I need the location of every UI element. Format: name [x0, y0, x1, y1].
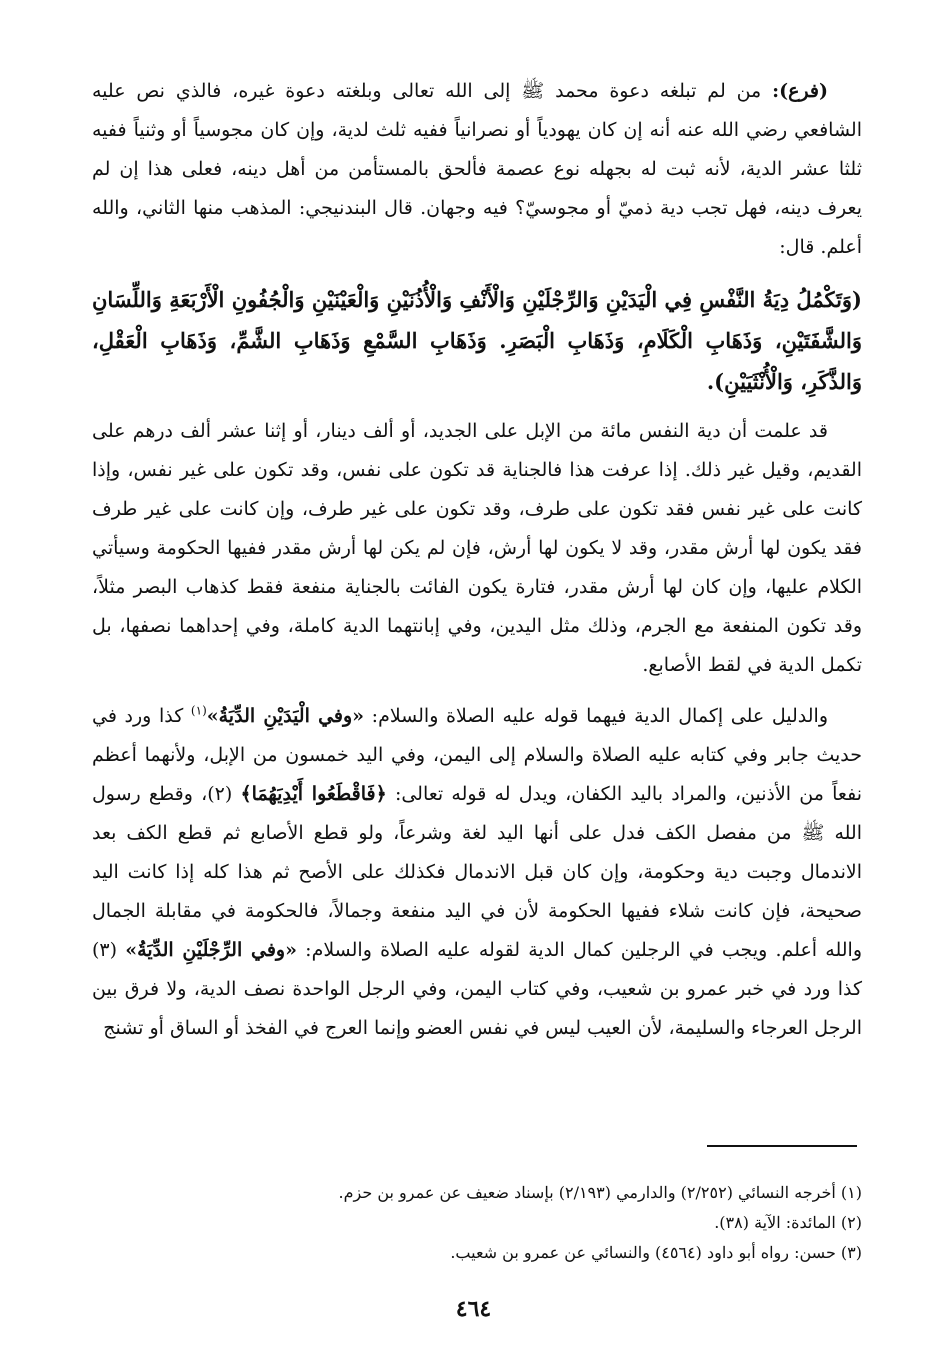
paragraph-evidence [92, 697, 862, 1048]
hadith-quote: «وفي الْيَدَيْنِ الدِّيَةُ» [206, 705, 365, 727]
footnote-ref: (٢) [207, 783, 241, 805]
paragraph-text: من لم تبلغه دعوة محمد ﷺ إلى الله تعالى وبلغته دعوة غيره، فالذي نص عليه الشافعي رضي الله عنه أنه إن كان يهودياً أو نصرانياً ففيه ثلث لدية، وإن كان مجوسياً أو وثنياً ففيه ثلثا عشر الدية، لأنه ثبت له بجهله نوع عصمة فألحق بالمستأمن من أهل دينه، فعلى هذا إن لم يعرف دينه، فهل تجب دية ذميّ أو مجوسيّ؟ فيه وجهان. قال البندنيجي: المذهب منها الثاني، والله أعلم. قال: [92, 80, 862, 258]
footnote-1: (١) أخرجه النسائي (٢/٢٥٢) والدارمي (٢/١٩٣) بإسناد ضعيف عن عمرو بن حزم. [338, 1183, 862, 1202]
hadith-quote: «وفي الرِّجْلَيْنِ الدِّيَةُ» [125, 939, 297, 961]
quran-quote: ﴿فَاقْطَعُوا أَيْدِيَهُمَا﴾ [240, 783, 387, 805]
footnote-3: (٣) حسن: رواه أبو داود (٤٥٦٤) والنسائي عن عمرو بن شعيب. [450, 1243, 862, 1262]
page-number: ٤٦٤ [455, 1296, 492, 1322]
text-segment: كذا ورد في حديث جابر وفي كتابه عليه الصلاة والسلام إلى اليمن، وفي اليد خمسون من الإبل، ولأنهما أعظم نفعاً من الأذنين، والمراد باليد الكفان، ويدل له قوله تعالى: [92, 705, 863, 805]
paragraph-furu [92, 72, 862, 267]
footnote-2: (٢) المائدة: الآية (٣٨). [714, 1213, 862, 1232]
text-segment: كذا ورد في خبر عمرو بن شعيب، وفي كتاب اليمن، وفي الرجل الواحدة نصف الدية، ولا فرق بين الرجل العرجاء والسليمة، لأن العيب ليس في نفس العضو وإنما العرج في الفخذ أو الساق أو تشنج [92, 978, 862, 1039]
footnote-separator [707, 1145, 857, 1147]
footnotes [92, 1178, 862, 1268]
section-label: (فرع): [772, 80, 828, 102]
text-segment: ، وقطع رسول الله ﷺ من مفصل الكف فدل على أنها اليد لغة وشرعاً، ولو قطع الأصابع ثم قطع الكف بعد الاندمال وجبت دية وحكومة، وإن كان قبل الاندمال فكذلك على الأصح ثم هذا كله إذا كانت اليد صحيحة، فإن كانت شلاء ففيها الحكومة لأن في اليد منفعة وجمالاً، فالحكومة في مقابلة الجمال والله أعلم. ويجب في الرجلين كمال الدية لقوله عليه الصلاة والسلام: [92, 783, 863, 961]
matn-verse: (وَتَكْمُلُ دِيَةُ النَّفْسِ فِي الْيَدَيْنِ وَالرِّجْلَيْنِ وَالْأَنْفِ وَالْأُذُنَيْنِ وَالْعَيْنَيْنِ وَالْجُفُونِ الْأَرْبَعَةِ وَاللِّسَانِ وَالشَّفَتَيْنِ، وَذَهَابِ الْكَلَامِ، وَذَهَابِ الْبَصَرِ. وَذَهَابِ السَّمْعِ وَذَهَابِ الشَّمِّ، وَذَهَابِ الْعَقْلِ، وَالذَّكَرِ، وَالْأُنْثَيَيْنِ). [92, 287, 862, 394]
footnote-ref: (١) [190, 703, 207, 718]
text-segment: والدليل على إكمال الدية فيهما قوله عليه الصلاة والسلام: [364, 705, 828, 727]
paragraph-diya: قد علمت أن دية النفس مائة من الإبل على الجديد، أو ألف دينار، أو إثنا عشر ألف درهم على القديم، وقيل غير ذلك. إذا عرفت هذا فالجناية قد تكون على نفس، وقد تكون على غير نفس، وإذا كانت على غير نفس فقد تكون على طرف، وقد تكون على غير طرف، وإن كانت على غير طرف فقد يكون لها أرش مقدر، وقد لا يكون لها أرش، فإن لم يكن لها أرش مقدر ففيها الحكومة وسيأتي الكلام عليها، وإن كان لها أرش مقدر، فتارة يكون الفائت بالجناية منفعة فقط كذهاب البصر مثلاً، وقد تكون المنفعة مع الجرم، وذلك مثل اليدين، وفي إبانتهما الدية كاملة، وفي إحداهما نصفها، بل تكمل الدية في لقط الأصابع. [92, 420, 862, 676]
main-text [92, 72, 862, 1060]
footnote-ref: (٣) [92, 939, 126, 961]
